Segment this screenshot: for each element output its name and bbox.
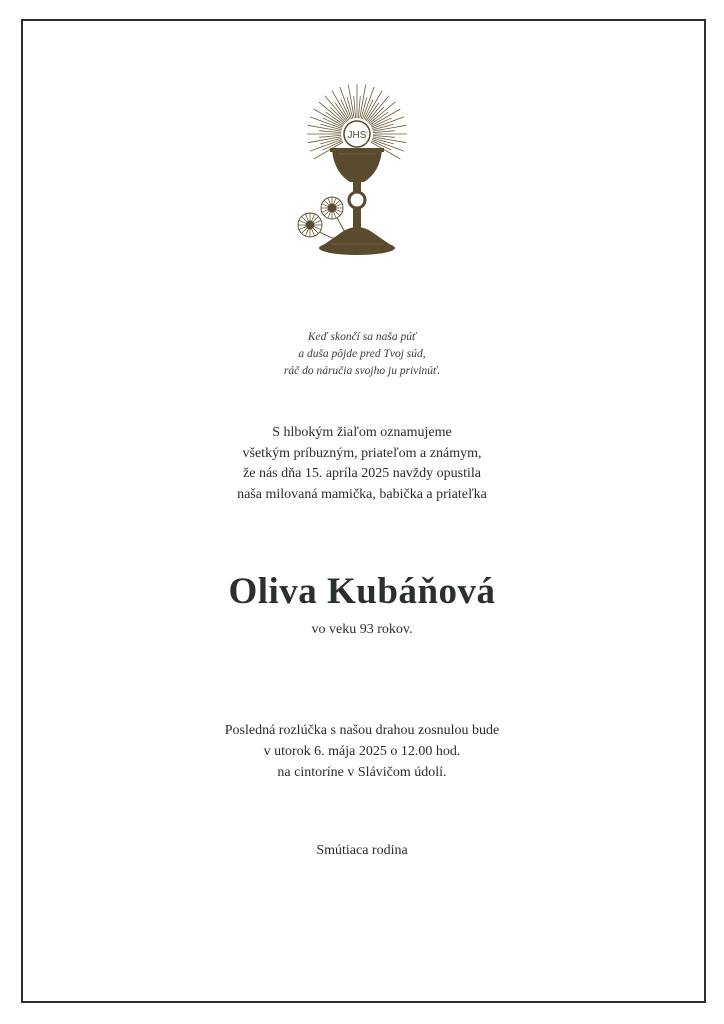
- host-monogram: JHS: [347, 130, 367, 141]
- announcement-line-3: že nás dňa 15. apríla 2025 navždy opustila: [243, 466, 481, 481]
- deceased-age: vo veku 93 rokov.: [311, 622, 413, 637]
- announcement-line-1: S hlbokým žiaľom oznamujeme: [272, 425, 452, 440]
- verse-line-1: Keď skončí sa naša púť: [307, 331, 417, 343]
- deceased-name: Oliva Kubáňová: [228, 571, 496, 612]
- verse-line-3: ráč do náručia svojho ju privinúť.: [283, 365, 441, 377]
- funeral-line-2: v utorok 6. mája 2025 o 12.00 hod.: [263, 744, 461, 759]
- announcement-line-2: všetkým príbuzným, priateľom a známym,: [242, 446, 482, 461]
- signature: Smútiaca rodina: [316, 843, 408, 858]
- funeral-line-3: na cintoríne v Slávičom údolí.: [277, 765, 447, 780]
- funeral-line-1: Posledná rozlúčka s našou drahou zosnulou bude: [224, 723, 500, 738]
- chalice-host-icon: [292, 82, 422, 262]
- announcement-line-4: naša milovaná mamička, babička a priateľka: [237, 487, 487, 502]
- verse-line-2: a duša pôjde pred Tvoj súd,: [298, 348, 426, 360]
